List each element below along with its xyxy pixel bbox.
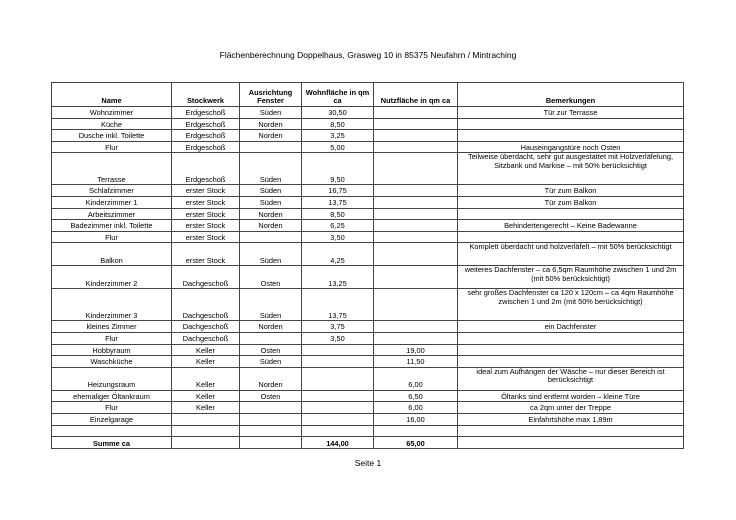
total-remark	[458, 437, 684, 449]
table-row	[52, 118, 684, 130]
cell-nutzflaeche	[374, 185, 458, 197]
table-row	[52, 332, 684, 344]
table-body	[52, 107, 684, 449]
cell-direction: Osten	[240, 390, 302, 402]
cell-remark	[458, 130, 684, 142]
cell-name: Hobbyraum	[52, 344, 172, 356]
cell-name: Wohnzimmer	[52, 107, 172, 119]
cell-direction: Norden	[240, 130, 302, 142]
table-row	[52, 390, 684, 402]
cell-nutzflaeche: 11,50	[374, 356, 458, 368]
cell-name: Flur	[52, 402, 172, 414]
cell-name: Flur	[52, 231, 172, 243]
cell-name: Flur	[52, 332, 172, 344]
cell-remark	[458, 118, 684, 130]
cell-wohnflaeche: 13,25	[302, 266, 374, 289]
cell-wohnflaeche	[302, 402, 374, 414]
cell-wohnflaeche: 30,50	[302, 107, 374, 119]
cell-remark: Einfahrtshöhe max 1,89m	[458, 413, 684, 425]
spacer-cell	[302, 425, 374, 437]
cell-wohnflaeche: 3,50	[302, 231, 374, 243]
cell-direction: Norden	[240, 208, 302, 220]
spacer-cell	[52, 425, 172, 437]
cell-name: kleines Zimmer	[52, 321, 172, 333]
total-row	[52, 437, 684, 449]
cell-remark: Hauseingangstüre noch Osten	[458, 141, 684, 153]
cell-name: Arbeitszimmer	[52, 208, 172, 220]
cell-floor: Keller	[172, 356, 240, 368]
cell-floor: Keller	[172, 390, 240, 402]
cell-floor: Erdgeschoß	[172, 107, 240, 119]
cell-nutzflaeche: 6,50	[374, 390, 458, 402]
cell-direction: Süden	[240, 185, 302, 197]
cell-floor: Dachgeschoß	[172, 266, 240, 289]
cell-direction: Osten	[240, 344, 302, 356]
cell-wohnflaeche: 16,75	[302, 185, 374, 197]
cell-wohnflaeche	[302, 413, 374, 425]
cell-wohnflaeche: 3,25	[302, 130, 374, 142]
header-direction: Ausrichtung Fenster	[240, 83, 302, 107]
cell-direction: Osten	[240, 266, 302, 289]
cell-remark	[458, 208, 684, 220]
cell-nutzflaeche	[374, 289, 458, 321]
cell-name: Heizungsraum	[52, 367, 172, 390]
table-row	[52, 220, 684, 232]
cell-name: Terrasse	[52, 153, 172, 185]
cell-direction: Norden	[240, 220, 302, 232]
cell-name: Einzelgarage	[52, 413, 172, 425]
cell-remark: Behindertengerecht – Keine Badewanne	[458, 220, 684, 232]
cell-direction: Süden	[240, 107, 302, 119]
header-name: Name	[52, 83, 172, 107]
cell-wohnflaeche: 4,25	[302, 243, 374, 266]
cell-remark: Tür zum Balkon	[458, 196, 684, 208]
cell-remark	[458, 332, 684, 344]
cell-floor: Dachgeschoß	[172, 321, 240, 333]
cell-remark	[458, 344, 684, 356]
cell-name: Balkon	[52, 243, 172, 266]
cell-remark: sehr großes Dachfenster ca 120 x 120cm – ca 4qm Raumhöhe zwischen 1 und 2m (mit 50% berücksichtigt)	[458, 289, 684, 321]
cell-nutzflaeche	[374, 153, 458, 185]
cell-name: Dusche inkl. Toilette	[52, 130, 172, 142]
cell-name: Flur	[52, 141, 172, 153]
cell-floor: erster Stock	[172, 243, 240, 266]
cell-name: Kinderzimmer 3	[52, 289, 172, 321]
total-direction	[240, 437, 302, 449]
total-label: Summe ca	[52, 437, 172, 449]
cell-floor: erster Stock	[172, 196, 240, 208]
cell-remark: Tür zur Terrasse	[458, 107, 684, 119]
header-remarks: Bemerkungen	[458, 83, 684, 107]
cell-floor: Keller	[172, 344, 240, 356]
page-title: Flächenberechnung Doppelhaus, Grasweg 10 in 85375 Neufahrn / Mintraching	[219, 50, 517, 60]
cell-floor: erster Stock	[172, 185, 240, 197]
table-row	[52, 153, 684, 185]
cell-floor: Dachgeschoß	[172, 289, 240, 321]
cell-floor: Keller	[172, 402, 240, 414]
cell-nutzflaeche	[374, 321, 458, 333]
cell-nutzflaeche	[374, 141, 458, 153]
table-row	[52, 185, 684, 197]
cell-name: ehemaliger Öltankraum	[52, 390, 172, 402]
cell-nutzflaeche	[374, 231, 458, 243]
cell-floor: Erdgeschoß	[172, 130, 240, 142]
spacer-cell	[458, 425, 684, 437]
cell-wohnflaeche: 8,50	[302, 118, 374, 130]
cell-direction	[240, 231, 302, 243]
cell-floor: Erdgeschoß	[172, 141, 240, 153]
cell-remark	[458, 231, 684, 243]
cell-floor: Erdgeschoß	[172, 153, 240, 185]
cell-nutzflaeche	[374, 107, 458, 119]
cell-remark: Komplett überdacht und holzverläfelt – mit 50% berücksichtigt	[458, 243, 684, 266]
cell-wohnflaeche	[302, 390, 374, 402]
cell-remark: Teilweise überdacht, sehr gut ausgestattet mit Holzverläfelung, Sitzbank und Markise – mit 50% berücksichtigt	[458, 153, 684, 185]
table-row	[52, 107, 684, 119]
cell-wohnflaeche	[302, 356, 374, 368]
cell-nutzflaeche	[374, 220, 458, 232]
cell-name: Schlafzimmer	[52, 185, 172, 197]
cell-remark: ca 2qm unter der Treppe	[458, 402, 684, 414]
cell-nutzflaeche	[374, 332, 458, 344]
area-table	[51, 82, 684, 449]
table-row	[52, 356, 684, 368]
cell-name: Waschküche	[52, 356, 172, 368]
cell-wohnflaeche	[302, 344, 374, 356]
table-row	[52, 367, 684, 390]
cell-floor: erster Stock	[172, 220, 240, 232]
cell-floor: Dachgeschoß	[172, 332, 240, 344]
cell-wohnflaeche: 3,50	[302, 332, 374, 344]
cell-remark: ein Dachfenster	[458, 321, 684, 333]
cell-direction: Norden	[240, 367, 302, 390]
table-row	[52, 141, 684, 153]
cell-wohnflaeche: 3,75	[302, 321, 374, 333]
cell-nutzflaeche	[374, 196, 458, 208]
cell-direction: Norden	[240, 118, 302, 130]
cell-direction: Süden	[240, 289, 302, 321]
header-floor: Stockwerk	[172, 83, 240, 107]
cell-direction	[240, 141, 302, 153]
cell-wohnflaeche: 13,75	[302, 196, 374, 208]
total-floor	[172, 437, 240, 449]
spacer-cell	[374, 425, 458, 437]
table-row	[52, 196, 684, 208]
table-row	[52, 130, 684, 142]
total-wohnflaeche: 144,00	[302, 437, 374, 449]
cell-nutzflaeche	[374, 118, 458, 130]
total-nutzflaeche: 65,00	[374, 437, 458, 449]
cell-nutzflaeche: 6,00	[374, 367, 458, 390]
table-row	[52, 321, 684, 333]
cell-remark: weiteres Dachfenster – ca 6,5qm Raumhöhe zwischen 1 und 2m (mit 50% berücksichtigt)	[458, 266, 684, 289]
cell-wohnflaeche: 6,25	[302, 220, 374, 232]
cell-floor: Keller	[172, 367, 240, 390]
cell-name: Kinderzimmer 1	[52, 196, 172, 208]
spacer-cell	[172, 425, 240, 437]
cell-floor: erster Stock	[172, 231, 240, 243]
table-row	[52, 243, 684, 266]
cell-wohnflaeche: 13,75	[302, 289, 374, 321]
cell-floor: erster Stock	[172, 208, 240, 220]
cell-remark: Öltanks sind entfernt worden – kleine Türe	[458, 390, 684, 402]
cell-name: Kinderzimmer 2	[52, 266, 172, 289]
cell-wohnflaeche	[302, 367, 374, 390]
header-nutzflaeche: Nutzfläche in qm ca	[374, 83, 458, 107]
spacer-cell	[240, 425, 302, 437]
cell-name: Küche	[52, 118, 172, 130]
cell-direction: Süden	[240, 243, 302, 266]
cell-nutzflaeche: 19,00	[374, 344, 458, 356]
cell-nutzflaeche	[374, 243, 458, 266]
header-wohnflaeche: Wohnfläche in qm ca	[302, 83, 374, 107]
cell-direction: Süden	[240, 356, 302, 368]
cell-floor	[172, 413, 240, 425]
cell-direction	[240, 413, 302, 425]
cell-remark: ideal zum Aufhängen der Wäsche – nur dieser Bereich ist berücksichtigt	[458, 367, 684, 390]
page-footer: Seite 1	[354, 458, 382, 468]
table-row	[52, 402, 684, 414]
cell-name: Badezimmer inkl. Toilette	[52, 220, 172, 232]
table-row	[52, 208, 684, 220]
table-row	[52, 289, 684, 321]
cell-remark	[458, 356, 684, 368]
header-row	[52, 83, 684, 107]
cell-nutzflaeche	[374, 130, 458, 142]
cell-direction: Süden	[240, 153, 302, 185]
table-row	[52, 413, 684, 425]
cell-wohnflaeche: 5,00	[302, 141, 374, 153]
cell-remark: Tür zum Balkon	[458, 185, 684, 197]
cell-nutzflaeche: 16,00	[374, 413, 458, 425]
cell-wohnflaeche: 9,50	[302, 153, 374, 185]
spacer-row	[52, 425, 684, 437]
cell-direction: Norden	[240, 321, 302, 333]
cell-direction	[240, 402, 302, 414]
cell-direction: Süden	[240, 196, 302, 208]
cell-nutzflaeche	[374, 208, 458, 220]
cell-direction	[240, 332, 302, 344]
cell-nutzflaeche	[374, 266, 458, 289]
cell-floor: Erdgeschoß	[172, 118, 240, 130]
table-row	[52, 344, 684, 356]
cell-wohnflaeche: 8,50	[302, 208, 374, 220]
table-row	[52, 266, 684, 289]
table-row	[52, 231, 684, 243]
cell-nutzflaeche: 6,00	[374, 402, 458, 414]
